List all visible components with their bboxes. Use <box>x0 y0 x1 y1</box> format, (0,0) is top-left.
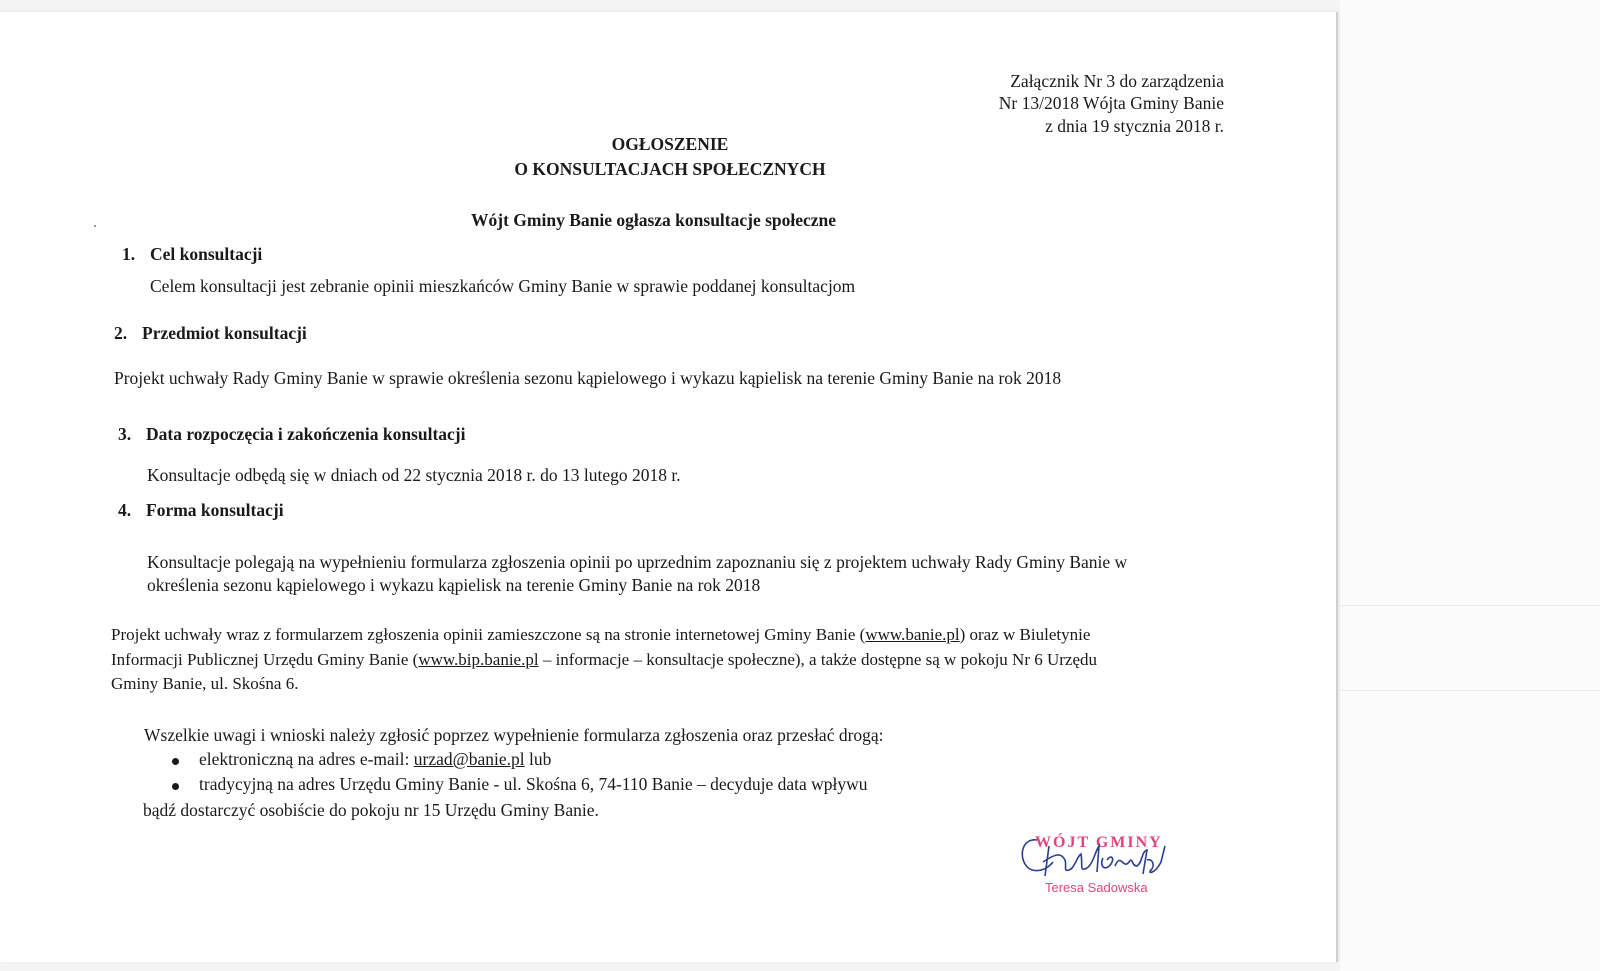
attachment-line-1: Załącznik Nr 3 do zarządzenia <box>1010 71 1224 91</box>
section-3-heading <box>118 424 466 445</box>
banie-website-link[interactable]: www.banie.pl <box>865 625 960 644</box>
info-line-1-text-b: ) oraz w Biuletynie <box>959 625 1091 644</box>
document-subtitle: Wójt Gminy Banie ogłasza konsultacje społeczne <box>471 210 837 230</box>
info-line-1 <box>111 625 1090 645</box>
attachment-header <box>999 70 1224 137</box>
remarks-bullet-1-text-a: elektroniczną na adres e-mail: <box>199 749 414 769</box>
section-2-number: 2. <box>114 323 128 343</box>
info-line-2 <box>111 650 1097 670</box>
title-line-1: OGŁOSZENIE <box>611 134 729 154</box>
section-1-heading <box>122 244 262 265</box>
info-line-3: Gminy Banie, ul. Skośna 6. <box>111 674 299 693</box>
section-1-number: 1. <box>122 244 136 264</box>
remarks-intro: Wszelkie uwagi i wnioski należy zgłosić poprzez wypełnienie formularza zgłoszenia oraz przesłać drogą: <box>144 725 884 745</box>
document-title <box>470 132 870 183</box>
attachment-line-3: z dnia 19 stycznia 2018 r. <box>1045 115 1224 136</box>
stamp-title: WÓJT GMINY <box>1035 834 1163 851</box>
remarks-bullet-2: tradycyjną na adres Urzędu Gminy Banie - ul. Skośna 6, 74-110 Banie – decyduje data wpływu <box>199 774 868 794</box>
scan-margin <box>1340 0 1600 971</box>
remarks-bullet-1 <box>199 749 551 770</box>
section-3-title: Data rozpoczęcia i zakończenia konsultacji <box>146 424 466 444</box>
bullet-dot-2 <box>172 783 179 790</box>
document-page <box>0 12 1338 962</box>
section-1-title: Cel konsultacji <box>150 244 263 264</box>
email-link[interactable]: urzad@banie.pl <box>413 749 525 769</box>
section-4-heading <box>118 500 284 521</box>
section-4-text-line-2: określenia sezonu kąpielowego i wykazu kąpielisk na terenie Gminy Banie na rok 2018 <box>147 575 761 595</box>
scan-speck <box>94 225 96 227</box>
section-3-number: 3. <box>118 424 132 444</box>
section-4-text-line-1: Konsultacje polegają na wypełnieniu formularza zgłoszenia opinii po uprzednim zapoznaniu się z projektem uchwały Rady Gminy Banie w <box>147 552 1128 572</box>
official-stamp <box>1015 832 1215 912</box>
section-2-text: Projekt uchwały Rady Gminy Banie w sprawie określenia sezonu kąpielowego i wykazu kąpielisk na terenie Gminy Banie na rok 2018 <box>114 368 1062 388</box>
section-1-text: Celem konsultacji jest zebranie opinii mieszkańców Gminy Banie w sprawie poddanej konsultacjom <box>150 276 856 296</box>
remarks-bullet-1-text-b: lub <box>524 749 552 769</box>
section-4-number: 4. <box>118 500 132 520</box>
section-4-title: Forma konsultacji <box>146 500 284 520</box>
info-line-2-text-a: Informacji Publicznej Urzędu Gminy Banie ( <box>111 650 419 669</box>
bullet-dot-1 <box>172 758 179 765</box>
stamp-name: Teresa Sadowska <box>1045 880 1148 895</box>
remarks-closing: bądź dostarczyć osobiście do pokoju nr 15 Urzędu Gminy Banie. <box>143 800 599 820</box>
info-line-1-text-a: Projekt uchwały wraz z formularzem zgłoszenia opinii zamieszczone są na stronie internetowej Gminy Banie ( <box>111 625 866 644</box>
info-line-2-text-b: – informacje – konsultacje społeczne), a także dostępne są w pokoju Nr 6 Urzędu <box>538 650 1098 669</box>
section-2-title: Przedmiot konsultacji <box>142 323 307 343</box>
title-line-2: O KONSULTACJACH SPOŁECZNYCH <box>514 159 826 180</box>
section-3-text: Konsultacje odbędą się w dniach od 22 stycznia 2018 r. do 13 lutego 2018 r. <box>147 465 681 485</box>
attachment-line-2: Nr 13/2018 Wójta Gminy Banie <box>998 93 1224 114</box>
section-2-heading <box>114 323 307 344</box>
bip-website-link[interactable]: www.bip.banie.pl <box>418 650 539 669</box>
